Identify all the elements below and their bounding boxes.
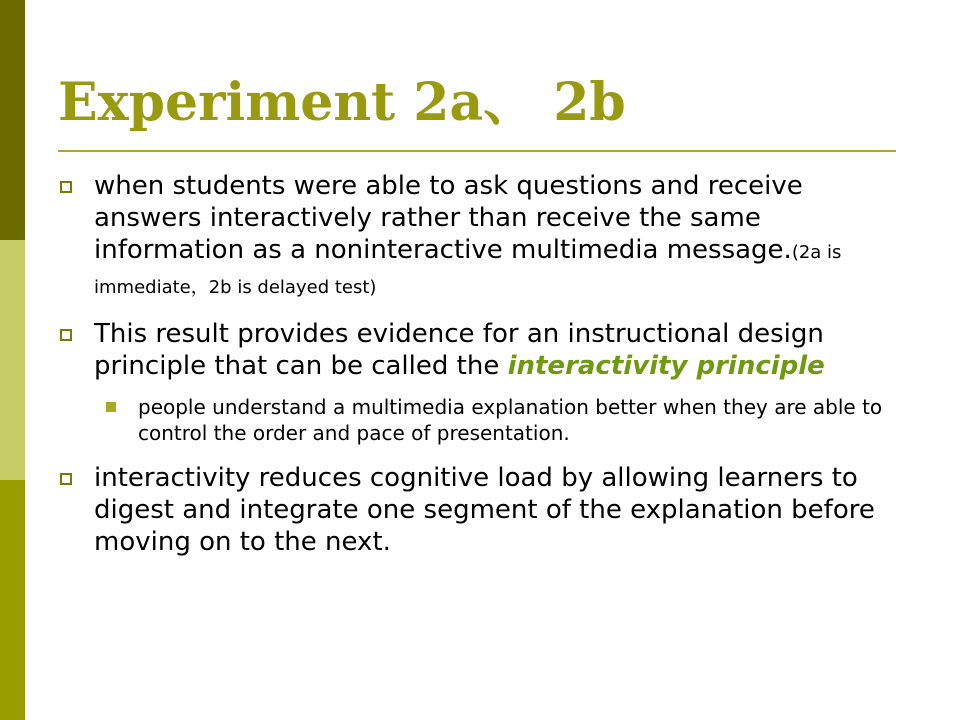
slide-title: Experiment 2a、 2b [58,72,626,133]
slide-content [58,170,898,572]
bullet-item-1 [58,170,898,304]
bullet-note: (2a is immediate，2b is delayed test) [94,242,842,298]
bullet-item-2 [58,318,898,382]
sidebar-stripe-bottom [0,480,25,720]
title-divider [58,150,896,152]
square-bullet-icon [60,181,72,193]
sidebar-stripe-top [0,0,25,240]
bullet-text: when students were able to ask questions and receive answers interactively rather than receive the same information as a noninteractive multimedia message. [94,171,803,265]
square-bullet-icon [60,473,72,485]
filled-square-bullet-icon [106,402,116,412]
square-bullet-icon [60,329,72,341]
bullet-text: interactivity reduces cognitive load by allowing learners to digest and integrate one segment of the explanation before moving on to the next. [94,463,875,557]
sub-bullet-text: people understand a multimedia explanation better when they are able to control the order and pace of presentation. [138,395,883,445]
bullet-item-3 [58,462,898,558]
bullet-text: This result provides evidence for an instructional design principle that can be called the [94,319,824,381]
bullet-emphasis: interactivity principle [507,351,825,381]
sub-bullet-item [58,394,898,446]
sidebar-stripe-middle [0,240,25,480]
